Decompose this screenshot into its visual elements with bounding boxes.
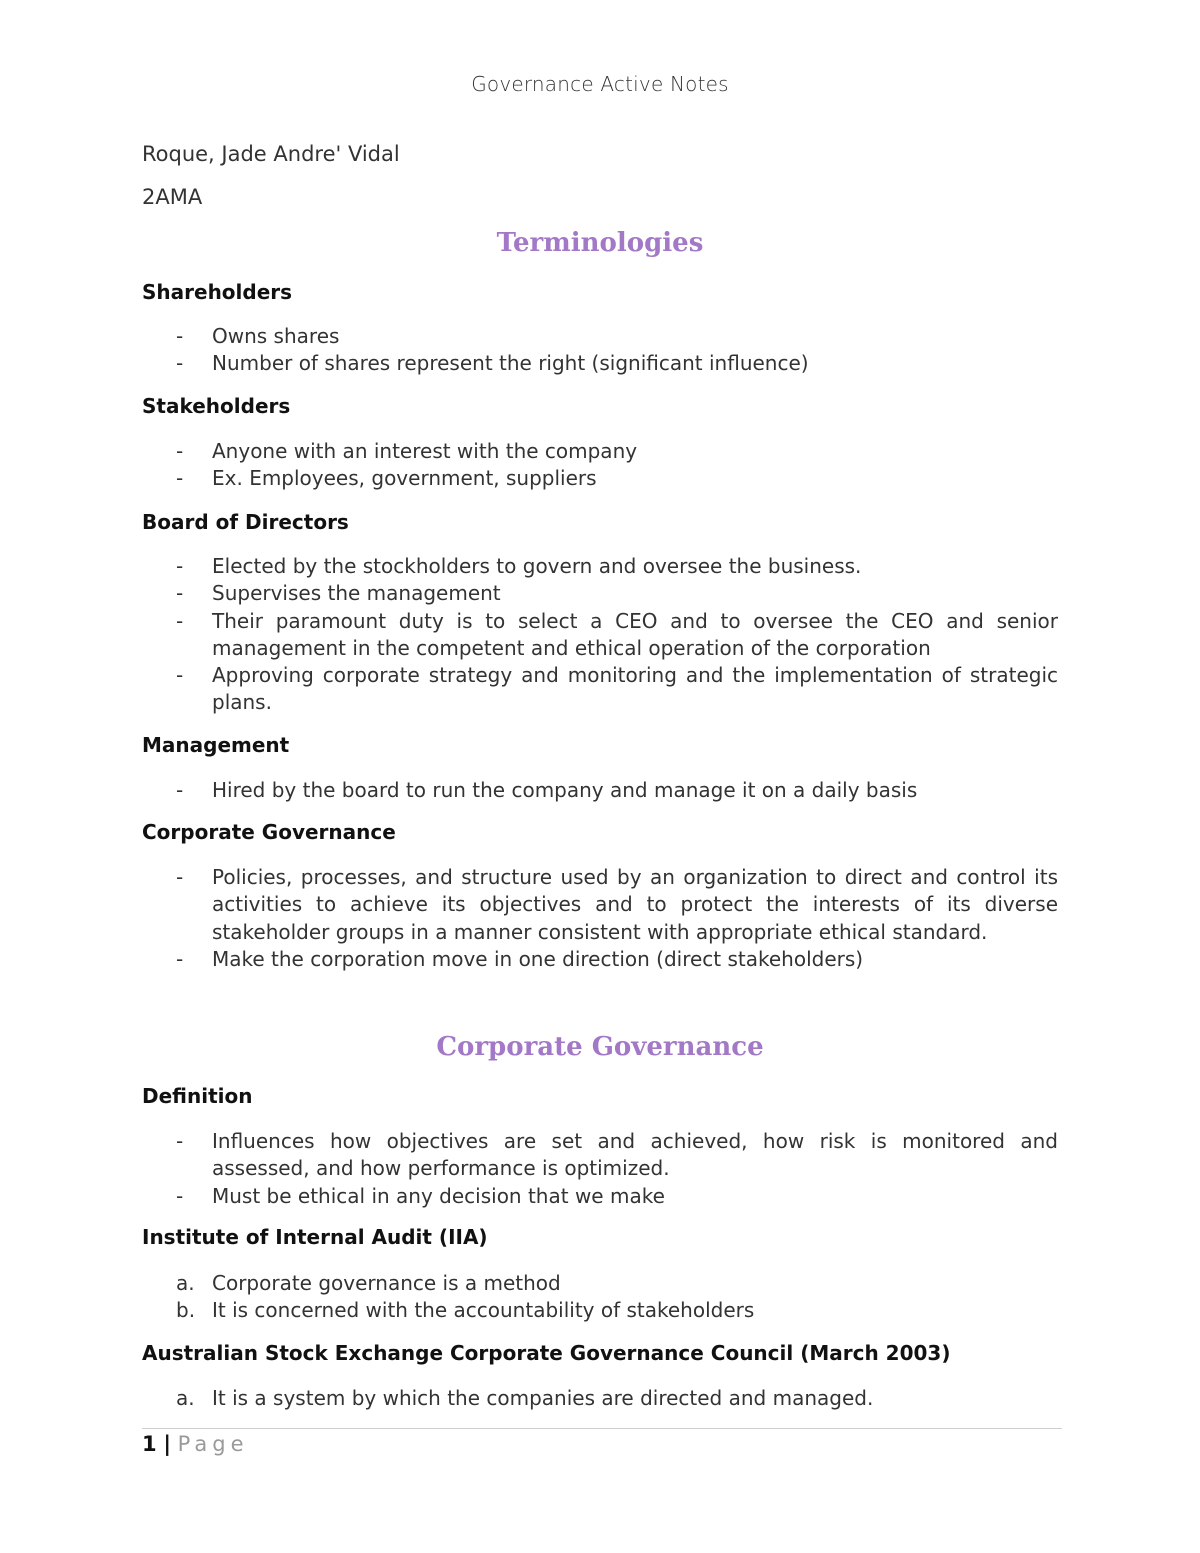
list-item: - Hired by the board to run the company and manage it on a daily basis xyxy=(142,777,1058,804)
footer-separator: | xyxy=(163,1432,171,1456)
list-asx-council xyxy=(142,1385,1058,1412)
class-section: 2AMA xyxy=(142,185,203,209)
heading-asx-council: Australian Stock Exchange Corporate Governance Council (March 2003) xyxy=(142,1341,951,1365)
heading-stakeholders: Stakeholders xyxy=(142,394,291,418)
list-item: - Anyone with an interest with the company xyxy=(142,438,1058,465)
list-shareholders xyxy=(142,323,1058,378)
dash-marker: - xyxy=(176,439,184,463)
list-corporate-governance-term xyxy=(142,864,1058,973)
letter-marker: a. xyxy=(176,1386,195,1410)
letter-marker: b. xyxy=(176,1298,196,1323)
list-item: - Supervises the management xyxy=(142,580,1058,607)
list-item: - Make the corporation move in one direction (direct stakeholders) xyxy=(142,946,1058,973)
page-header: Governance Active Notes xyxy=(471,72,729,96)
list-item: - Approving corporate strategy and monitoring and the implementation of strategic plans. xyxy=(176,663,1058,715)
dash-marker: - xyxy=(176,1129,184,1153)
dash-marker: - xyxy=(176,865,184,889)
heading-iia: Institute of Internal Audit (IIA) xyxy=(142,1225,488,1249)
dash-marker: - xyxy=(176,608,184,633)
list-iia xyxy=(142,1270,1058,1325)
list-item: - Policies, processes, and structure used by an organization to direct and control its activities to achieve its objectives and to protect the interests of its diverse stakeholder groups in a manner consistent with appropriate ethical standard. xyxy=(176,865,1058,944)
list-item: - Elected by the stockholders to govern and oversee the business. xyxy=(142,553,1058,580)
heading-board-of-directors: Board of Directors xyxy=(142,510,349,534)
dash-marker: - xyxy=(176,324,184,348)
list-item: - Influences how objectives are set and achieved, how risk is monitored and assessed, and how performance is optimized. xyxy=(176,1129,1058,1181)
heading-corporate-governance-term: Corporate Governance xyxy=(142,820,396,844)
list-item: a. Corporate governance is a method xyxy=(142,1270,1058,1297)
dash-marker: - xyxy=(176,351,184,376)
dash-marker: - xyxy=(176,466,184,491)
footer-divider xyxy=(142,1428,1062,1429)
list-item: - Must be ethical in any decision that we make xyxy=(142,1183,1058,1210)
list-item: a. It is a system by which the companies are directed and managed. xyxy=(142,1385,1058,1412)
section-title-corporate-governance: Corporate Governance xyxy=(436,1032,764,1062)
section-title-terminologies: Terminologies xyxy=(496,228,704,258)
dash-marker: - xyxy=(176,581,184,606)
list-stakeholders xyxy=(142,438,1058,493)
list-definition xyxy=(142,1128,1058,1210)
page-footer xyxy=(142,1432,249,1456)
dash-marker: - xyxy=(176,778,184,802)
author-name: Roque, Jade Andre' Vidal xyxy=(142,142,400,166)
dash-marker: - xyxy=(176,946,184,971)
list-item: - Number of shares represent the right (significant influence) xyxy=(142,350,1058,377)
page-number: 1 xyxy=(142,1432,157,1456)
dash-marker: - xyxy=(176,663,184,688)
list-management xyxy=(142,777,1058,804)
list-item: - Ex. Employees, government, suppliers xyxy=(142,465,1058,492)
page-label: Page xyxy=(177,1432,249,1456)
dash-marker: - xyxy=(176,1183,184,1208)
list-board-of-directors xyxy=(142,553,1058,717)
list-item: b. It is concerned with the accountability of stakeholders xyxy=(142,1297,1058,1324)
letter-marker: a. xyxy=(176,1271,195,1295)
list-item: - Their paramount duty is to select a CEO and to oversee the CEO and senior management in the competent and ethical operation of the corporation xyxy=(176,608,1058,660)
dash-marker: - xyxy=(176,554,184,578)
heading-definition: Definition xyxy=(142,1084,253,1108)
heading-shareholders: Shareholders xyxy=(142,280,293,304)
heading-management: Management xyxy=(142,733,290,757)
list-item: - Owns shares xyxy=(142,323,1058,350)
